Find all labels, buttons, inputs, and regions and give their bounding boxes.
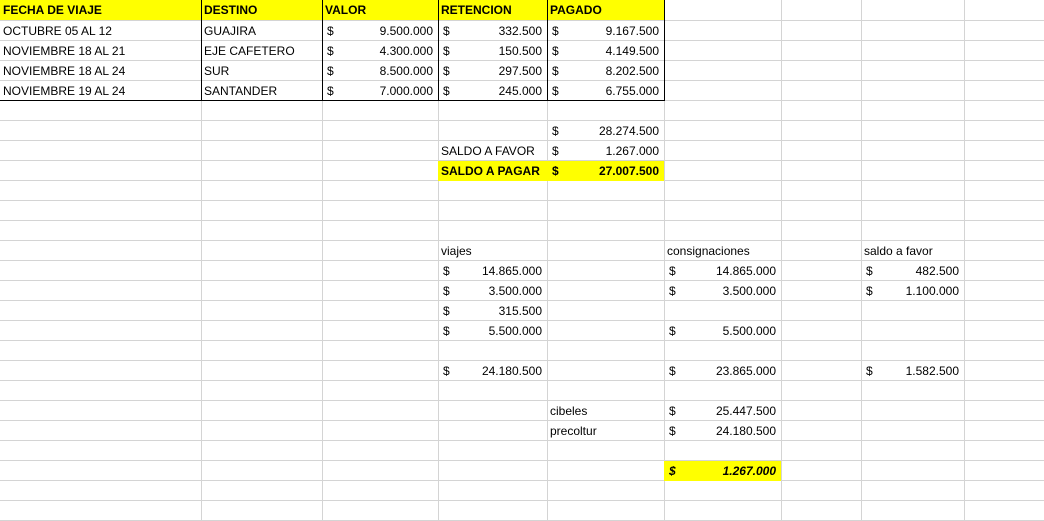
- consignaciones-value-cell[interactable]: 3.500.000: [722, 284, 776, 298]
- cibeles-value-cell[interactable]: 25.447.500: [715, 404, 776, 418]
- currency-symbol: $: [547, 161, 577, 181]
- header-valor[interactable]: VALOR: [322, 0, 438, 20]
- trip-retencion-cell[interactable]: 297.500: [498, 64, 542, 78]
- gridline-horizontal: [0, 500, 1044, 501]
- table-border: [0, 100, 664, 101]
- currency-symbol: $: [866, 284, 873, 298]
- currency-symbol: $: [327, 24, 334, 38]
- currency-symbol: $: [443, 264, 450, 278]
- saldo-a-favor-total-cell[interactable]: 1.582.500: [905, 364, 959, 378]
- table-border: [438, 0, 439, 101]
- gridline-horizontal: [0, 440, 1044, 441]
- currency-symbol: $: [327, 44, 334, 58]
- currency-symbol: $: [552, 124, 559, 138]
- currency-symbol: $: [552, 84, 559, 98]
- gridline-horizontal: [0, 400, 1044, 401]
- header-destino[interactable]: DESTINO: [201, 0, 322, 20]
- saldo-a-favor-value-cell[interactable]: 1.100.000: [905, 284, 959, 298]
- trip-valor-cell[interactable]: 9.500.000: [379, 24, 433, 38]
- viajes-value-cell[interactable]: 14.865.000: [481, 264, 542, 278]
- currency-symbol: $: [866, 364, 873, 378]
- currency-symbol: $: [443, 24, 450, 38]
- gridline-horizontal: [0, 460, 1044, 461]
- currency-symbol: $: [552, 44, 559, 58]
- currency-symbol: $: [327, 64, 334, 78]
- currency-symbol: $: [443, 44, 450, 58]
- currency-symbol: $: [669, 264, 676, 278]
- currency-symbol: $: [443, 364, 450, 378]
- trip-pagado-cell[interactable]: 6.755.000: [605, 84, 659, 98]
- saldo-pagar-cell[interactable]: 27.007.500: [577, 161, 664, 181]
- currency-symbol: $: [443, 284, 450, 298]
- currency-symbol: $: [443, 64, 450, 78]
- trip-retencion-cell[interactable]: 150.500: [498, 44, 542, 58]
- trip-fecha-cell[interactable]: NOVIEMBRE 18 AL 21: [3, 44, 126, 58]
- trip-destino-cell[interactable]: SUR: [204, 64, 230, 78]
- trip-valor-cell[interactable]: 4.300.000: [379, 44, 433, 58]
- currency-symbol: $: [327, 84, 334, 98]
- currency-symbol: $: [669, 404, 676, 418]
- trip-retencion-cell[interactable]: 245.000: [498, 84, 542, 98]
- viajes-value-cell[interactable]: 5.500.000: [488, 324, 542, 338]
- trip-fecha-cell[interactable]: NOVIEMBRE 19 AL 24: [3, 84, 126, 98]
- gridline-horizontal: [0, 220, 1044, 221]
- trip-destino-cell[interactable]: GUAJIRA: [204, 24, 257, 38]
- currency-symbol: $: [443, 324, 450, 338]
- trip-pagado-cell[interactable]: 9.167.500: [605, 24, 659, 38]
- saldo-favor-cell[interactable]: 1.267.000: [605, 144, 659, 158]
- gridline-horizontal: [0, 120, 1044, 121]
- cibeles-label[interactable]: cibeles: [550, 404, 588, 418]
- gridline-horizontal: [0, 200, 1044, 201]
- trip-fecha-cell[interactable]: NOVIEMBRE 18 AL 24: [3, 64, 126, 78]
- difference-value-cell[interactable]: 1.267.000: [694, 461, 781, 481]
- saldo-favor-label[interactable]: SALDO A FAVOR: [441, 144, 535, 158]
- trip-retencion-cell[interactable]: 332.500: [498, 24, 542, 38]
- saldo-a-favor-label[interactable]: saldo a favor: [864, 244, 933, 258]
- trip-destino-cell[interactable]: EJE CAFETERO: [204, 44, 295, 58]
- currency-symbol: $: [669, 284, 676, 298]
- precoltur-label[interactable]: precoltur: [550, 424, 597, 438]
- table-border: [322, 0, 323, 101]
- currency-symbol: $: [866, 264, 873, 278]
- trip-fecha-cell[interactable]: OCTUBRE 05 AL 12: [3, 24, 112, 38]
- total-pagado-cell[interactable]: 28.274.500: [598, 124, 659, 138]
- header-pagado[interactable]: PAGADO: [547, 0, 664, 20]
- currency-symbol: $: [669, 364, 676, 378]
- viajes-label[interactable]: viajes: [441, 244, 472, 258]
- trip-valor-cell[interactable]: 8.500.000: [379, 64, 433, 78]
- viajes-value-cell[interactable]: 3.500.000: [488, 284, 542, 298]
- consignaciones-value-cell[interactable]: 5.500.000: [722, 324, 776, 338]
- currency-symbol: $: [669, 424, 676, 438]
- currency-symbol: $: [443, 304, 450, 318]
- currency-symbol: $: [552, 64, 559, 78]
- table-border: [547, 0, 548, 101]
- gridline-horizontal: [0, 420, 1044, 421]
- table-border: [201, 0, 202, 101]
- currency-symbol: $: [552, 24, 559, 38]
- precoltur-value-cell[interactable]: 24.180.500: [715, 424, 776, 438]
- currency-symbol: $: [669, 324, 676, 338]
- consignaciones-value-cell[interactable]: 14.865.000: [715, 264, 776, 278]
- header-retencion[interactable]: RETENCION: [438, 0, 547, 20]
- currency-symbol: $: [664, 461, 694, 481]
- viajes-total-cell[interactable]: 24.180.500: [481, 364, 542, 378]
- consignaciones-total-cell[interactable]: 23.865.000: [715, 364, 776, 378]
- trip-pagado-cell[interactable]: 8.202.500: [605, 64, 659, 78]
- consignaciones-label[interactable]: consignaciones: [667, 244, 750, 258]
- trip-pagado-cell[interactable]: 4.149.500: [605, 44, 659, 58]
- table-border: [664, 0, 665, 101]
- saldo-pagar-label[interactable]: SALDO A PAGAR: [438, 161, 547, 181]
- trip-valor-cell[interactable]: 7.000.000: [379, 84, 433, 98]
- header-fecha-de-viaje[interactable]: FECHA DE VIAJE: [0, 0, 201, 20]
- viajes-value-cell[interactable]: 315.500: [498, 304, 542, 318]
- currency-symbol: $: [443, 84, 450, 98]
- saldo-a-favor-value-cell[interactable]: 482.500: [915, 264, 959, 278]
- currency-symbol: $: [552, 144, 559, 158]
- trip-destino-cell[interactable]: SANTANDER: [204, 84, 278, 98]
- gridline-horizontal: [0, 480, 1044, 481]
